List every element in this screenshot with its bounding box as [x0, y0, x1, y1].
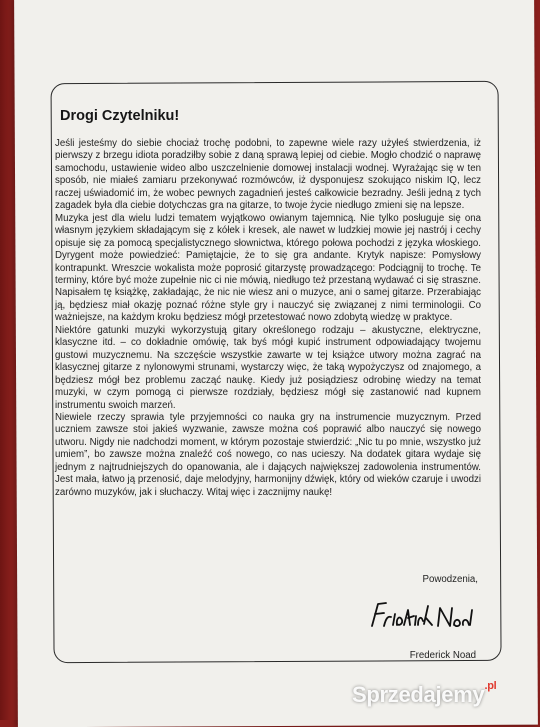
letter-paragraph: Niewiele rzeczy sprawia tyle przyjemności co nauka gry na instrumencie muzycznym. Przed uczniem zawsze stoi jakieś wyzwanie, zawsze można coś poprawić albo nauczyć się nowego utworu. Nigdy nie nadchodzi moment, w którym pozostaje stwierdzić: „Nic tu po mnie, wszystko już umiem”, bo zawsze można znaleźć coś nowego, co nas ucieszy. Na dodatek gitara wydaje się jednym z najtrudniejszych do opanowania, ale i dających największej zadowolenia instrumentów. Jest mała, łatwo ją przenosić, daje melodyjny, harmonijny dźwięk, który od wieków czaruje i uwodzi zarówno muzyków, jak i słuchaczy. Witaj więc i zacznijmy naukę!: [55, 411, 481, 498]
watermark-brand: Sprzedajemy: [352, 682, 485, 707]
handwritten-signature: [366, 596, 476, 636]
watermark-logo: [352, 682, 496, 708]
letter-body: [55, 138, 481, 499]
letter-paragraph: Niektóre gatunki muzyki wykorzystują gitary określonego rodzaju – akustyczne, elektryczne, klasyczne itd. – co dokładnie omówię, tak byś mógł kupić instrument odpowiadający twojemu gustowi muzycznemu. Na szczęście wszystkie zawarte w tej książce utwory można zagrać na klasycznej gitarze z nylonowymi strunami, wystarczy więc, że taką wypożyczysz od znajomego, a będziesz mógł bez problemu zacząć naukę. Kiedy już posiądziesz odrobinę wiedzy na temat muzyki, w czym pomogą ci pierwsze rozdziały, będziesz mógł się zastanowić nad kupnem instrumentu swoich marzeń.: [55, 324, 481, 411]
letter-heading: Drogi Czytelniku!: [60, 108, 180, 124]
watermark-tld: .pl: [484, 680, 497, 692]
signer-name: Frederick Noad: [409, 650, 476, 661]
letter-paragraph: Muzyka jest dla wielu ludzi tematem wyjątkowo owianym tajemnicą. Nie tylko posługuje się ona własnym językiem składającym się z kółek i kresek, ale nawet w ludzkiej mowie jej nastrój i cechy opisuje się za pomocą specjalistycznego słownictwa, którego połowa pochodzi z języka włoskiego. Dyrygent może powiedzieć: Pamiętajcie, że to się gra andante. Krytyk napisze: Pomysłowy kontrapunkt. Wreszcie wokalista może poprosić gitarzystę prowadzącego: Podciągnij to trochę. Te terminy, które być może zupełnie nic ci nie mówią, niedługo też przestaną wydawać ci się straszne. Napisałem tę książkę, zakładając, że nic nie wiesz ani o muzyce, ani o samej gitarze. Przerabiając ją, będziesz miał okazję poznać różne style gry i nauczyć się związanej z nimi terminologii. Co ważniejsze, na każdym kroku będziesz mógł przetestować nowo zdobytą wiedzę w praktyce.: [55, 212, 481, 324]
letter-paragraph: Jeśli jesteśmy do siebie chociaż trochę podobni, to zapewne wiele razy użyłeś stwierdzenia, iż pierwszy z brzegu idiota poradziłby sobie z daną sprawą lepiej od ciebie. Mogło chodzić o naprawę samochodu, ustawienie wideo albo uszczelnienie domowej instalacji wodnej. Wyrażając się w ten sposób, nie miałeś zamiaru przekonywać rozmówców, iż dysponujesz szokująco niskim IQ, lecz raczej uświadomić im, że wobec pewnych zagadnień jesteś całkowicie bezradny. Jeśli jedną z tych zagadek była dla ciebie dotychczas gra na gitarze, to twoje życie niedługo zmieni się na lepsze.: [55, 138, 481, 212]
sign-off: Powodzenia,: [422, 574, 478, 585]
